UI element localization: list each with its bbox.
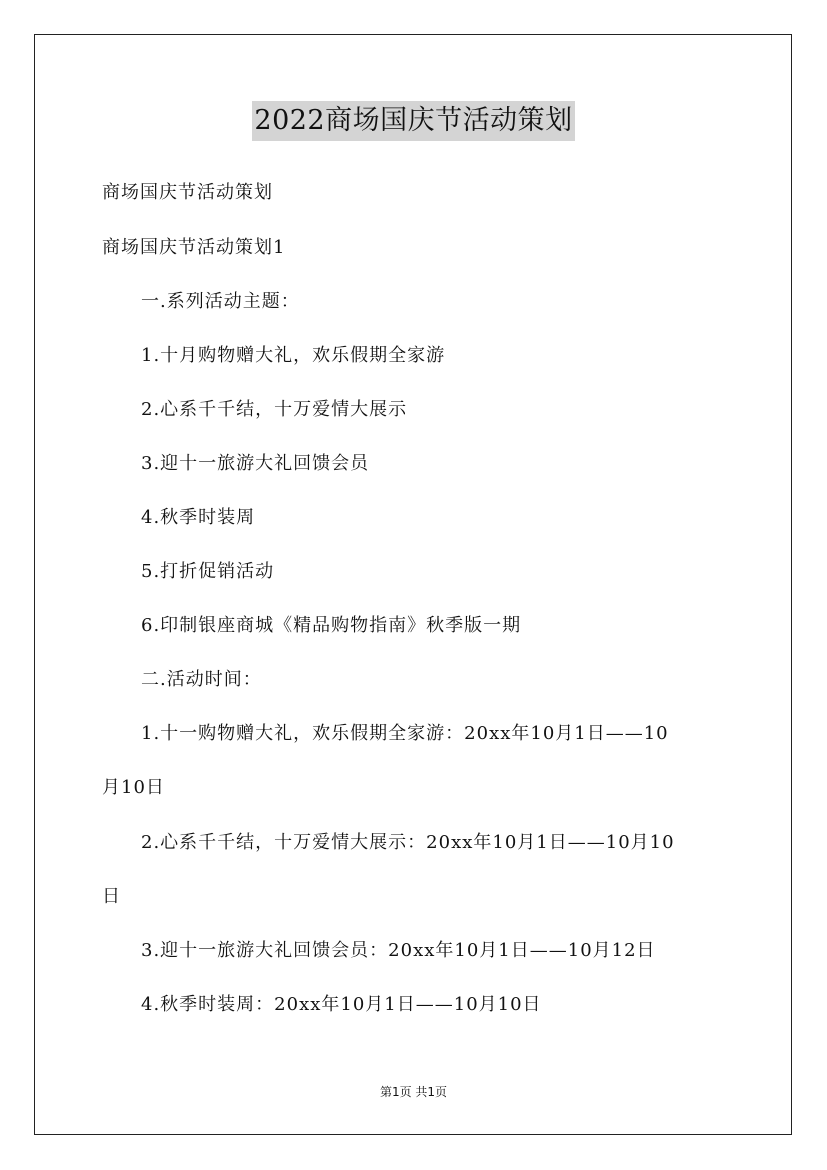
paragraph-line: 日 <box>102 886 121 907</box>
paragraph-line: 商场国庆节活动策划1 <box>102 237 286 258</box>
title-container <box>0 101 827 141</box>
paragraph-line: 2.心系千千结，十万爱情大展示：20xx年10月1日——10月10 <box>141 832 675 853</box>
page-footer: 第1页 共1页 <box>379 1085 448 1099</box>
paragraph-line: 4.秋季时装周 <box>141 507 256 528</box>
paragraph-line: 1.十月购物赠大礼，欢乐假期全家游 <box>141 345 446 366</box>
paragraph-line: 1.十一购物赠大礼，欢乐假期全家游：20xx年10月1日——10 <box>141 723 669 744</box>
paragraph-line: 3.迎十一旅游大礼回馈会员 <box>141 453 370 474</box>
paragraph-line: 商场国庆节活动策划 <box>102 182 273 203</box>
paragraph-line: 2.心系千千结，十万爱情大展示 <box>141 399 408 420</box>
paragraph-line: 5.打折促销活动 <box>141 561 275 582</box>
section-heading: 一.系列活动主题： <box>141 291 300 312</box>
paragraph-line: 4.秋季时装周：20xx年10月1日——10月10日 <box>141 994 542 1015</box>
document-title: 2022商场国庆节活动策划 <box>252 101 574 141</box>
section-heading: 二.活动时间： <box>141 669 262 690</box>
paragraph-line: 3.迎十一旅游大礼回馈会员：20xx年10月1日——10月12日 <box>141 940 656 961</box>
paragraph-line: 6.印制银座商城《精品购物指南》秋季版一期 <box>141 615 522 636</box>
paragraph-line: 月10日 <box>102 777 165 798</box>
